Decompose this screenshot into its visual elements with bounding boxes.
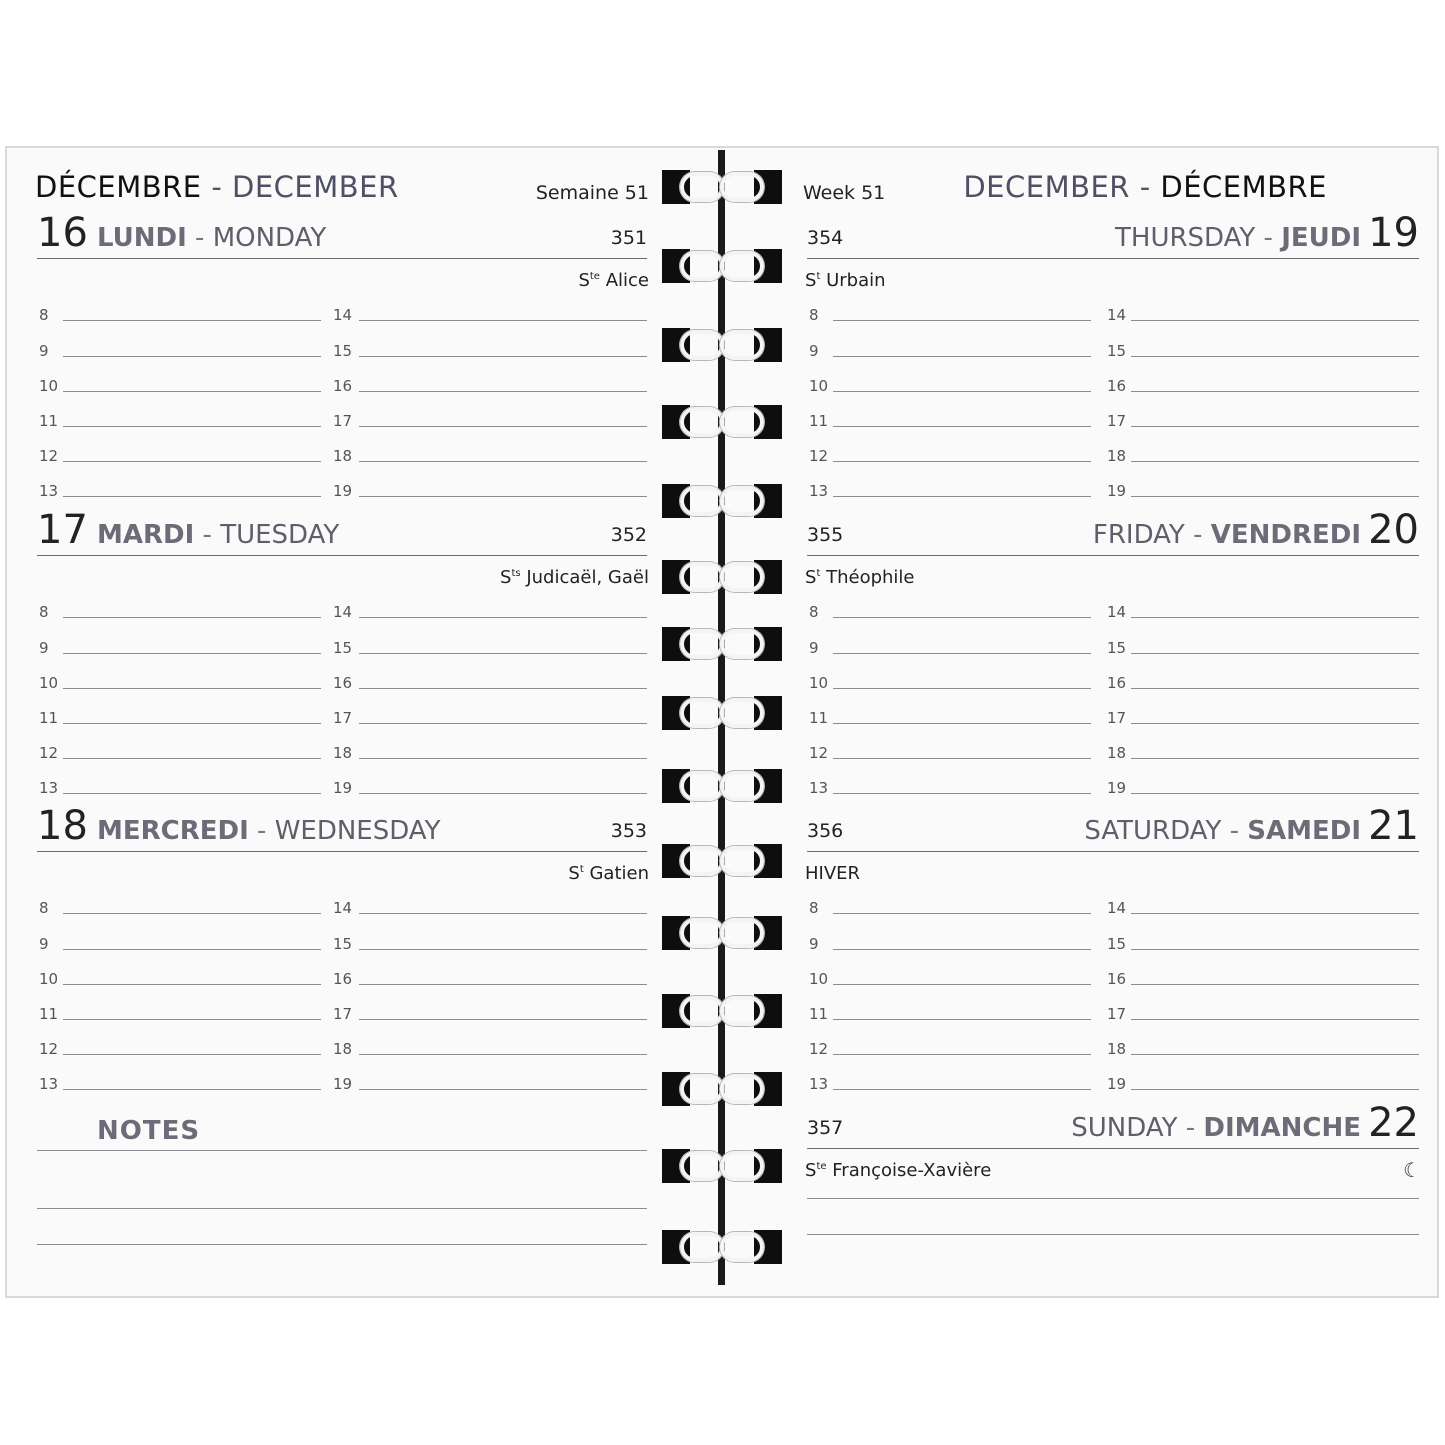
day-line[interactable] [807, 1234, 1419, 1235]
hour-line[interactable] [63, 356, 321, 357]
saint-abbr: S [805, 567, 817, 588]
hour-label: 18 [1107, 447, 1127, 465]
hour-label: 12 [39, 744, 59, 762]
day-name-english: SATURDAY [1084, 816, 1222, 846]
hour-line[interactable] [359, 913, 647, 914]
spiral-ring [662, 914, 782, 952]
hour-label: 10 [39, 970, 59, 988]
hour-line[interactable] [1131, 653, 1419, 654]
hour-label: 9 [809, 342, 819, 360]
month-english: DECEMBER [232, 170, 399, 204]
hour-line[interactable] [833, 320, 1091, 321]
spiral-ring [662, 842, 782, 880]
hour-line[interactable] [833, 1089, 1091, 1090]
day-of-year: 357 [807, 1117, 844, 1139]
day-name-french: LUNDI [97, 223, 187, 253]
day-of-year: 355 [807, 524, 844, 546]
saint-of-day [805, 863, 860, 884]
hour-line[interactable] [63, 461, 321, 462]
saint-abbr-sup: te [816, 1161, 827, 1172]
month-french: DÉCEMBRE [1160, 170, 1327, 204]
hour-line[interactable] [63, 426, 321, 427]
saint-abbr: S [578, 270, 590, 291]
day-name [97, 816, 440, 846]
hour-label: 9 [809, 935, 819, 953]
hour-label: 12 [809, 744, 829, 762]
hour-line[interactable] [359, 723, 647, 724]
hour-label: 17 [333, 412, 353, 430]
day-number: 22 [1368, 1100, 1419, 1146]
hour-line[interactable] [359, 356, 647, 357]
hour-line[interactable] [63, 793, 321, 794]
saint-abbr-sup: t [579, 864, 584, 875]
month-heading-left [35, 170, 399, 204]
hour-label: 8 [809, 899, 819, 917]
hour-label: 13 [39, 779, 59, 797]
day-name-english: SUNDAY [1071, 1113, 1178, 1143]
day-name-french: JEUDI [1281, 223, 1361, 253]
day-name [1115, 223, 1361, 253]
saint-abbr-sup: t [816, 568, 821, 579]
hour-line[interactable] [833, 1054, 1091, 1055]
hour-label: 19 [333, 1075, 353, 1093]
ring-wire [720, 771, 764, 801]
hour-label: 17 [1107, 1005, 1127, 1023]
hour-line[interactable] [63, 653, 321, 654]
day-name-french: MARDI [97, 520, 195, 550]
hour-label: 18 [333, 744, 353, 762]
separator: - [211, 170, 223, 204]
hour-line[interactable] [359, 688, 647, 689]
hour-label: 18 [333, 447, 353, 465]
ring-wire [720, 562, 764, 592]
hour-label: 17 [333, 1005, 353, 1023]
hour-line[interactable] [833, 793, 1091, 794]
ring-wire [680, 771, 724, 801]
hour-label: 15 [333, 935, 353, 953]
ring-wire [720, 918, 764, 948]
ring-wire [720, 330, 764, 360]
day-name-english: MONDAY [212, 223, 327, 253]
month-heading-right [963, 170, 1327, 204]
hour-line[interactable] [833, 617, 1091, 618]
hour-line[interactable] [1131, 617, 1419, 618]
hour-label: 16 [1107, 970, 1127, 988]
saint-name: HIVER [805, 863, 861, 884]
day-header [37, 505, 647, 556]
hour-label: 8 [809, 306, 819, 324]
moon-phase-icon: ☾ [1403, 1158, 1421, 1182]
day-number: 21 [1368, 803, 1419, 849]
ring-wire [680, 1074, 724, 1104]
separator: - [195, 223, 205, 253]
day-name-french: DIMANCHE [1203, 1113, 1361, 1143]
hour-line[interactable] [1131, 461, 1419, 462]
saint-abbr: S [805, 270, 817, 291]
hour-line[interactable] [1131, 1054, 1419, 1055]
day-of-year: 351 [610, 227, 647, 249]
hour-line[interactable] [359, 496, 647, 497]
ring-wire [720, 629, 764, 659]
ring-wire [680, 562, 724, 592]
hour-label: 16 [1107, 674, 1127, 692]
hour-label: 11 [809, 412, 829, 430]
hour-label: 15 [1107, 342, 1127, 360]
saint-of-day [578, 270, 649, 291]
hour-line[interactable] [63, 320, 321, 321]
hour-line[interactable] [1131, 793, 1419, 794]
hour-line[interactable] [833, 1019, 1091, 1020]
ring-wire [680, 629, 724, 659]
spiral-ring [662, 1228, 782, 1266]
hour-label: 19 [333, 482, 353, 500]
hour-label: 11 [39, 1005, 59, 1023]
hour-label: 10 [39, 377, 59, 395]
hour-label: 15 [333, 342, 353, 360]
hour-line[interactable] [359, 949, 647, 950]
day-line[interactable] [807, 1198, 1419, 1199]
hour-label: 19 [1107, 1075, 1127, 1093]
ring-wire [720, 1232, 764, 1262]
saint-abbr: S [805, 1160, 817, 1181]
ring-wire [720, 251, 764, 281]
left-page [7, 148, 667, 1296]
ring-wire [720, 698, 764, 728]
day-name [97, 223, 326, 253]
separator: - [1263, 223, 1273, 253]
hour-label: 17 [1107, 709, 1127, 727]
hour-label: 19 [333, 779, 353, 797]
hour-line[interactable] [833, 984, 1091, 985]
ring-wire [680, 330, 724, 360]
hour-label: 10 [809, 377, 829, 395]
hour-label: 8 [39, 899, 49, 917]
saint-abbr-sup: t [816, 271, 821, 282]
saint-name: Théophile [826, 567, 915, 588]
day-name [97, 520, 339, 550]
hour-label: 9 [39, 935, 49, 953]
hour-line[interactable] [1131, 320, 1419, 321]
spiral-ring [662, 168, 782, 206]
spiral-ring [662, 482, 782, 520]
hour-label: 14 [1107, 603, 1127, 621]
spiral-ring [662, 403, 782, 441]
spiral-ring [662, 625, 782, 663]
day-name [1071, 1113, 1361, 1143]
hour-label: 11 [809, 1005, 829, 1023]
hour-label: 12 [39, 1040, 59, 1058]
notes-line[interactable] [37, 1208, 647, 1209]
hour-label: 16 [333, 970, 353, 988]
hour-line[interactable] [1131, 391, 1419, 392]
spiral-ring [662, 767, 782, 805]
day-name [1084, 816, 1361, 846]
spiral-ring [662, 694, 782, 732]
saint-abbr-sup: te [589, 271, 600, 282]
separator: - [257, 816, 267, 846]
day-header [37, 208, 647, 259]
day-header [807, 208, 1419, 259]
notes-line[interactable] [37, 1150, 647, 1151]
ring-wire [680, 486, 724, 516]
hour-label: 18 [1107, 1040, 1127, 1058]
hour-label: 16 [333, 377, 353, 395]
hour-line[interactable] [833, 356, 1091, 357]
hour-label: 9 [39, 639, 49, 657]
ring-wire [680, 1151, 724, 1181]
hour-line[interactable] [833, 426, 1091, 427]
notes-line[interactable] [37, 1244, 647, 1245]
week-number-right: Week 51 [803, 182, 886, 204]
day-name-french: VENDREDI [1210, 520, 1361, 550]
hour-label: 10 [809, 674, 829, 692]
spiral-ring [662, 247, 782, 285]
hour-label: 16 [333, 674, 353, 692]
hour-line[interactable] [833, 461, 1091, 462]
hour-line[interactable] [1131, 949, 1419, 950]
day-of-year: 352 [610, 524, 647, 546]
hour-line[interactable] [63, 949, 321, 950]
day-number: 17 [37, 507, 88, 553]
hour-line[interactable] [1131, 1019, 1419, 1020]
hour-line[interactable] [359, 1089, 647, 1090]
hour-label: 14 [333, 306, 353, 324]
separator: - [1139, 170, 1151, 204]
hour-label: 18 [1107, 744, 1127, 762]
hour-label: 13 [39, 1075, 59, 1093]
separator: - [1185, 1113, 1196, 1143]
hour-line[interactable] [63, 1019, 321, 1020]
hour-line[interactable] [833, 758, 1091, 759]
hour-line[interactable] [63, 1089, 321, 1090]
saint-of-day [805, 1160, 991, 1181]
spiral-ring [662, 1070, 782, 1108]
day-of-year: 356 [807, 820, 844, 842]
hour-label: 11 [39, 412, 59, 430]
ring-wire [720, 486, 764, 516]
hour-line[interactable] [1131, 913, 1419, 914]
hour-label: 8 [39, 306, 49, 324]
hour-label: 16 [1107, 377, 1127, 395]
hour-line[interactable] [359, 758, 647, 759]
day-name-english: THURSDAY [1115, 223, 1256, 253]
hour-line[interactable] [833, 496, 1091, 497]
hour-label: 11 [39, 709, 59, 727]
hour-line[interactable] [1131, 496, 1419, 497]
hour-label: 14 [1107, 899, 1127, 917]
hour-line[interactable] [1131, 1089, 1419, 1090]
saint-name: Françoise-Xavière [832, 1160, 992, 1181]
right-page [787, 148, 1439, 1296]
hour-line[interactable] [359, 653, 647, 654]
hour-line[interactable] [63, 617, 321, 618]
day-name-french: MERCREDI [97, 816, 249, 846]
month-english: DECEMBER [963, 170, 1130, 204]
saint-name: Gatien [589, 863, 649, 884]
saint-of-day [805, 567, 915, 588]
saint-of-day [805, 270, 886, 291]
hour-label: 8 [39, 603, 49, 621]
hour-label: 13 [39, 482, 59, 500]
hour-line[interactable] [1131, 723, 1419, 724]
day-header [807, 505, 1419, 556]
hour-label: 19 [1107, 779, 1127, 797]
hour-label: 10 [809, 970, 829, 988]
day-number: 19 [1368, 210, 1419, 256]
hour-label: 14 [333, 899, 353, 917]
ring-wire [720, 996, 764, 1026]
hour-label: 17 [333, 709, 353, 727]
day-name-french: SAMEDI [1247, 816, 1361, 846]
hour-label: 8 [809, 603, 819, 621]
ring-wire [720, 407, 764, 437]
day-number: 16 [37, 210, 88, 256]
saint-abbr: S [500, 567, 512, 588]
separator: - [202, 520, 212, 550]
hour-line[interactable] [1131, 688, 1419, 689]
hour-line[interactable] [359, 793, 647, 794]
saint-name: Urbain [826, 270, 886, 291]
notes-title: NOTES [97, 1116, 201, 1146]
hour-line[interactable] [63, 688, 321, 689]
ring-wire [680, 407, 724, 437]
spiral-ring [662, 1147, 782, 1185]
saint-of-day [500, 567, 649, 588]
ring-wire [720, 846, 764, 876]
ring-wire [680, 996, 724, 1026]
hour-label: 13 [809, 779, 829, 797]
hour-line[interactable] [833, 913, 1091, 914]
hour-line[interactable] [1131, 984, 1419, 985]
hour-line[interactable] [833, 723, 1091, 724]
hour-label: 19 [1107, 482, 1127, 500]
hour-label: 15 [333, 639, 353, 657]
hour-line[interactable] [63, 391, 321, 392]
hour-label: 18 [333, 1040, 353, 1058]
day-number: 18 [37, 803, 88, 849]
day-name-english: FRIDAY [1092, 520, 1185, 550]
hour-line[interactable] [359, 426, 647, 427]
hour-line[interactable] [63, 723, 321, 724]
separator: - [1229, 816, 1239, 846]
hour-line[interactable] [359, 391, 647, 392]
hour-line[interactable] [63, 984, 321, 985]
hour-line[interactable] [63, 913, 321, 914]
saint-name: Judicaël, Gaël [526, 567, 649, 588]
day-of-year: 354 [807, 227, 844, 249]
hour-line[interactable] [359, 1054, 647, 1055]
hour-line[interactable] [63, 496, 321, 497]
hour-label: 11 [809, 709, 829, 727]
day-header [807, 1098, 1419, 1149]
ring-wire [720, 1074, 764, 1104]
hour-label: 14 [333, 603, 353, 621]
saint-name: Alice [605, 270, 649, 291]
hour-label: 12 [39, 447, 59, 465]
day-name-english: TUESDAY [220, 520, 340, 550]
hour-line[interactable] [359, 1019, 647, 1020]
day-name-english: WEDNESDAY [274, 816, 441, 846]
ring-wire [680, 172, 724, 202]
ring-wire [680, 251, 724, 281]
spiral-ring [662, 992, 782, 1030]
hour-line[interactable] [833, 949, 1091, 950]
hour-label: 9 [39, 342, 49, 360]
day-header [807, 801, 1419, 852]
hour-line[interactable] [833, 391, 1091, 392]
saint-of-day [568, 863, 649, 884]
hour-line[interactable] [1131, 356, 1419, 357]
hour-label: 12 [809, 1040, 829, 1058]
ring-wire [720, 1151, 764, 1181]
ring-wire [680, 698, 724, 728]
day-name [1093, 520, 1361, 550]
hour-line[interactable] [833, 653, 1091, 654]
hour-label: 15 [1107, 639, 1127, 657]
saint-abbr-sup: ts [511, 568, 521, 579]
day-header [37, 801, 647, 852]
saint-abbr: S [568, 863, 580, 884]
hour-line[interactable] [63, 1054, 321, 1055]
spiral-ring [662, 558, 782, 596]
hour-line[interactable] [359, 984, 647, 985]
week-number-left: Semaine 51 [535, 182, 649, 204]
hour-line[interactable] [63, 758, 321, 759]
hour-line[interactable] [1131, 426, 1419, 427]
hour-label: 13 [809, 482, 829, 500]
separator: - [1193, 520, 1203, 550]
hour-label: 13 [809, 1075, 829, 1093]
ring-wire [720, 172, 764, 202]
hour-label: 9 [809, 639, 819, 657]
ring-wire [680, 1232, 724, 1262]
hour-line[interactable] [833, 688, 1091, 689]
hour-line[interactable] [359, 320, 647, 321]
hour-label: 10 [39, 674, 59, 692]
ring-wire [680, 846, 724, 876]
hour-label: 15 [1107, 935, 1127, 953]
hour-label: 14 [1107, 306, 1127, 324]
hour-label: 17 [1107, 412, 1127, 430]
hour-line[interactable] [359, 617, 647, 618]
ring-wire [680, 918, 724, 948]
spiral-ring [662, 326, 782, 364]
hour-line[interactable] [359, 461, 647, 462]
hour-label: 12 [809, 447, 829, 465]
month-french: DÉCEMBRE [35, 170, 202, 204]
day-number: 20 [1368, 507, 1419, 553]
day-of-year: 353 [610, 820, 647, 842]
hour-line[interactable] [1131, 758, 1419, 759]
